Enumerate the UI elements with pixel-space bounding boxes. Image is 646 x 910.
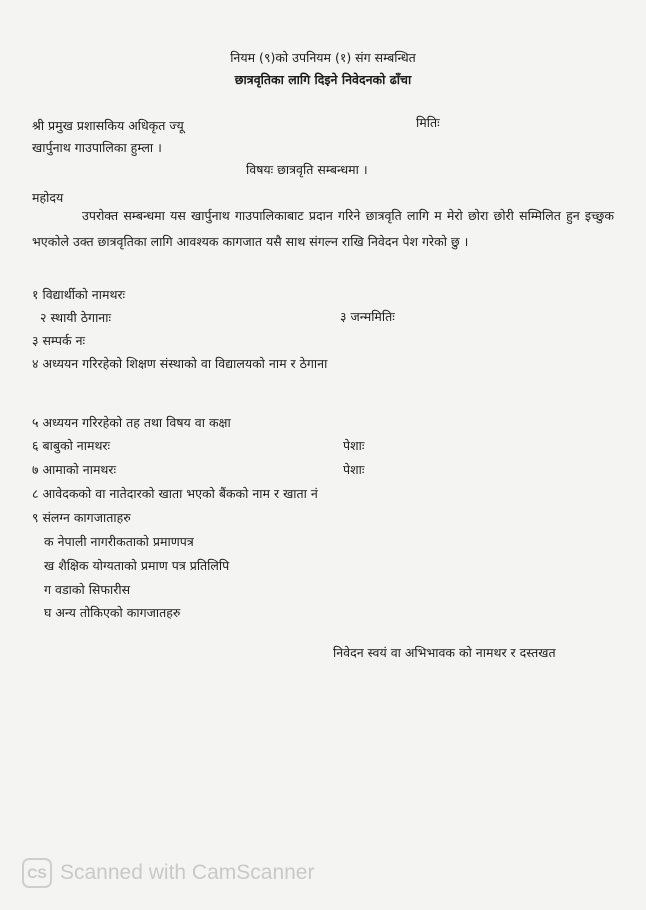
field-attachments-heading: ९ संलग्न कागजाताहरु	[32, 510, 131, 525]
field-permanent-address: २ स्थायी ठेगानाः	[40, 310, 112, 325]
field-student-name: १ विद्यार्थीको नामथरः	[32, 287, 126, 302]
addressee-office: खार्पुनाथ गाउपालिका हुम्ला ।	[32, 140, 162, 155]
attachment-item: क नेपाली नागरीकताको प्रमाणपत्र	[44, 534, 194, 549]
subject-line: विषयः छात्रवृति सम्बन्धमा ।	[246, 162, 368, 177]
field-father-occupation: पेशाः	[343, 438, 365, 453]
form-title: छात्रवृतिका लागि दिइने निवेदनको ढाँचा	[234, 72, 412, 87]
salutation: महोदय	[32, 190, 64, 205]
signature-line: निवेदन स्वयं वा अभिभावक को नामथर र दस्तखत	[333, 645, 556, 660]
field-institution: ४ अध्ययन गरिरहेको शिक्षण संस्थाको वा विद्यालयको नाम र ठेगाना	[32, 356, 328, 371]
attachment-item: ख शैक्षिक योग्यताको प्रमाण पत्र प्रतिलिपि	[44, 558, 230, 573]
camscanner-logo-icon: CS	[22, 858, 52, 888]
attachment-item: घ अन्य तोकिएको कागजातहरु	[44, 605, 181, 620]
field-bank-account: ८ आवेदकको वा नातेदारको खाता भएको बैंकको नाम र खाता नं	[32, 486, 318, 501]
field-father-name: ६ बाबुको नामथरः	[32, 438, 111, 453]
field-contact-number: ३ सम्पर्क नः	[32, 333, 86, 348]
camscanner-watermark	[22, 856, 314, 890]
field-mother-name: ७ आमाको नामथरः	[32, 462, 117, 477]
field-date-of-birth: ३ जन्ममितिः	[340, 309, 395, 324]
watermark-text: Scanned with CamScanner	[60, 861, 315, 884]
body-paragraph-text: उपरोक्त सम्बन्धमा यस खार्पुनाथ गाउपालिकाबाट प्रदान गरिने छात्रवृति लागि म मेरो छोरा छोरी सम्मिलित हुन इच्छुक भएकोले उक्त छात्रवृतिका लागि आवश्यक कागजात यसै साथ संगल्न राखि निवेदन पेश गरेको छु ।	[32, 208, 614, 249]
addressee-officer: श्री प्रमुख प्रशासकिय अधिकृत ज्यू	[32, 118, 184, 133]
body-paragraph	[32, 203, 614, 255]
field-level-subject: ५ अध्ययन गरिरहेको तह तथा विषय वा कक्षा	[32, 415, 231, 430]
field-mother-occupation: पेशाः	[343, 462, 365, 477]
header-rule-reference: नियम (९)को उपनियम (१) संग सम्बन्धित	[230, 50, 416, 65]
attachment-item: ग वडाको सिफारीस	[44, 582, 131, 597]
date-label: मितिः	[416, 115, 440, 130]
